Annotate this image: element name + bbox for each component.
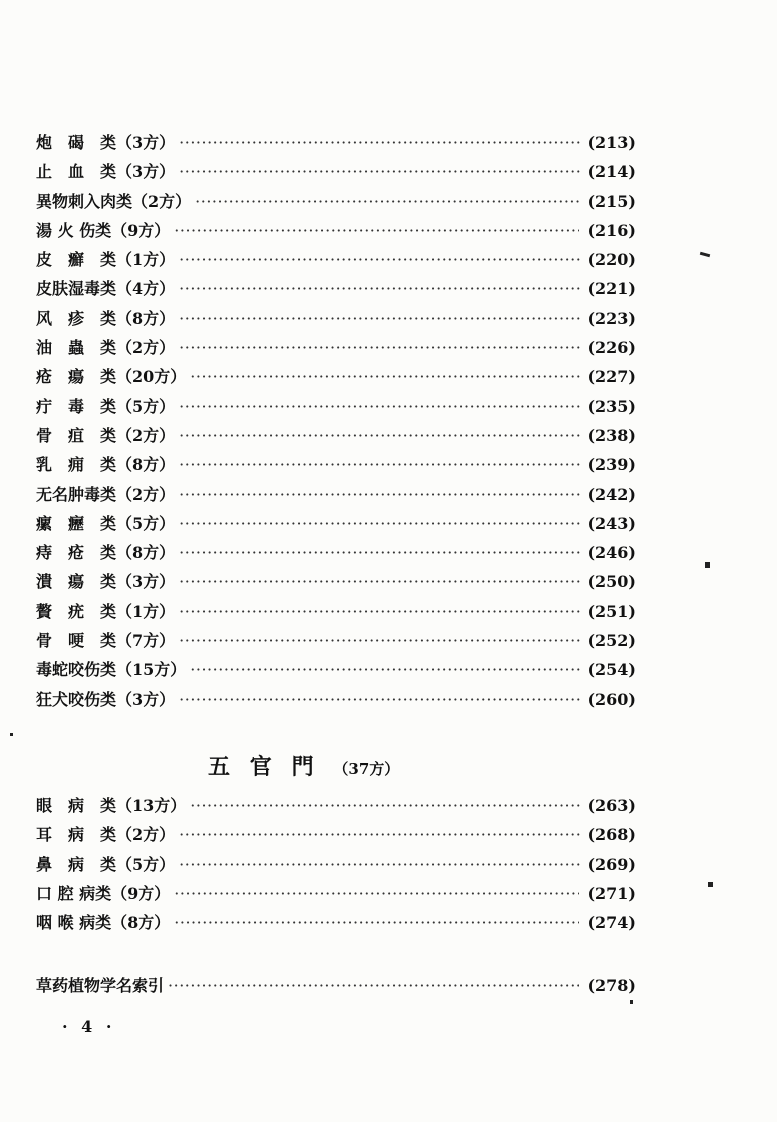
dot-leader [179, 543, 580, 562]
entry-name: 疔 毒 [36, 396, 101, 416]
entry-page: (220) [587, 250, 636, 270]
toc-entry [36, 852, 636, 881]
dot-leader [179, 426, 580, 445]
toc-entry [36, 599, 636, 628]
entry-name: 湯 火 伤 [36, 220, 96, 240]
dot-leader [174, 221, 579, 240]
toc-entry [36, 452, 636, 481]
entry-page: (214) [587, 162, 636, 182]
entry-name: 口 腔 病 [36, 883, 96, 903]
dot-leader [179, 338, 580, 357]
entry-page: (243) [587, 513, 636, 533]
entry-name: 皮 癬 [36, 250, 101, 270]
toc-entry [36, 657, 636, 686]
entry-count: 类（2方） [100, 825, 176, 845]
entry-page: (260) [587, 689, 636, 709]
entry-name: 咽 喉 病 [36, 913, 96, 933]
entry-name: 鼻 病 [36, 854, 101, 874]
entry-page: (242) [587, 484, 636, 504]
entry-name: 耳 病 [36, 825, 101, 845]
entry-page: (246) [587, 543, 636, 563]
entry-name: 異物刺入肉 [36, 191, 117, 211]
dot-leader [190, 367, 581, 386]
entry-page: (227) [587, 367, 636, 387]
entry-count: 类（5方） [100, 854, 176, 874]
dot-leader [190, 796, 581, 815]
entry-count: 类（20方） [100, 367, 187, 387]
section-heading [208, 750, 399, 781]
entry-page: (226) [587, 338, 636, 358]
section-title: 五官門 [208, 754, 334, 780]
dot-leader [179, 855, 580, 874]
entry-count: 类（3方） [100, 133, 176, 152]
toc-index [36, 973, 636, 1002]
entry-page: (278) [587, 976, 636, 995]
entry-name: 皮肤湿毒 [36, 279, 101, 299]
toc-entry [36, 423, 636, 452]
dot-leader [168, 976, 579, 995]
toc-entry [36, 335, 636, 364]
dot-leader [179, 279, 580, 298]
entry-count: 类（8方） [100, 308, 176, 328]
entry-page: (239) [587, 455, 636, 475]
toc-entry [36, 881, 636, 910]
entry-name: 潰 瘍 [36, 572, 101, 592]
entry-count: 类（2方） [100, 484, 176, 504]
toc-entry [36, 364, 636, 393]
toc-entry [36, 306, 636, 335]
toc-entry [36, 247, 636, 276]
scan-speck [705, 562, 710, 568]
entry-name: 草药植物学名索引 [36, 976, 165, 995]
dot-leader [195, 192, 582, 211]
entry-count: 类（3方） [100, 162, 176, 182]
toc-entry [36, 822, 636, 851]
entry-page: (251) [587, 601, 636, 621]
toc-entry [36, 793, 636, 822]
entry-count: 类（1方） [100, 601, 176, 621]
entry-count: 类（9方） [95, 883, 171, 903]
entry-name: 贅 疣 [36, 601, 101, 621]
toc-entry [36, 159, 636, 188]
toc-entry [36, 973, 636, 1002]
entry-name: 止 血 [36, 162, 101, 182]
toc-group-2 [36, 793, 636, 939]
page-number: · 4 · [62, 1017, 116, 1036]
entry-count: 类（9方） [95, 220, 171, 240]
entry-name: 炮 碣 [36, 133, 101, 152]
toc-entry [36, 910, 636, 939]
entry-count: 类（13方） [100, 796, 187, 815]
entry-name: 骨 疽 [36, 425, 101, 445]
scan-speck [700, 252, 710, 257]
toc-entry [36, 628, 636, 657]
entry-name: 毒蛇咬伤 [36, 660, 101, 680]
dot-leader [179, 572, 580, 591]
entry-page: (213) [587, 133, 636, 152]
entry-name: 狂犬咬伤 [36, 689, 101, 709]
toc-entry [36, 687, 636, 716]
entry-page: (268) [587, 825, 636, 845]
entry-name: 风 疹 [36, 308, 101, 328]
entry-count: 类（7方） [100, 631, 176, 651]
entry-page: (221) [587, 279, 636, 299]
entry-page: (238) [587, 425, 636, 445]
entry-count: 类（8方） [95, 913, 171, 933]
dot-leader [190, 660, 581, 679]
entry-name: 眼 病 [36, 796, 101, 815]
entry-page: (216) [587, 220, 636, 240]
toc-entry [36, 482, 636, 511]
dot-leader [179, 397, 580, 416]
entry-count: 类（2方） [100, 425, 176, 445]
entry-count: 类（1方） [100, 250, 176, 270]
dot-leader [179, 309, 580, 328]
entry-count: 类（4方） [100, 279, 176, 299]
entry-page: (271) [587, 883, 636, 903]
entry-name: 油 蟲 [36, 338, 101, 358]
entry-count: 类（2方） [100, 338, 176, 358]
toc-entry [36, 540, 636, 569]
dot-leader [179, 162, 580, 181]
entry-page: (263) [587, 796, 636, 815]
scan-speck [630, 1000, 633, 1004]
toc-entry [36, 511, 636, 540]
dot-leader [179, 631, 580, 650]
dot-leader [179, 690, 580, 709]
toc-entry [36, 394, 636, 423]
entry-page: (235) [587, 396, 636, 416]
entry-name: 无名肿毒 [36, 484, 101, 504]
entry-count: 类（3方） [100, 572, 176, 592]
entry-page: (223) [587, 308, 636, 328]
dot-leader [179, 485, 580, 504]
toc-entry [36, 130, 636, 159]
toc-entry [36, 189, 636, 218]
entry-name: 痔 疮 [36, 543, 101, 563]
entry-name: 疮 瘍 [36, 367, 101, 387]
entry-page: (215) [587, 191, 636, 211]
entry-page: (250) [587, 572, 636, 592]
dot-leader [179, 825, 580, 844]
entry-count: 类（8方） [100, 543, 176, 563]
scan-speck [10, 733, 13, 736]
entry-count: 类（15方） [100, 660, 187, 680]
toc-entry [36, 569, 636, 598]
entry-count: 类（5方） [100, 513, 176, 533]
section-count: （37方） [333, 760, 400, 778]
toc-group-1 [36, 130, 636, 716]
dot-leader [174, 884, 579, 903]
entry-page: (252) [587, 631, 636, 651]
entry-name: 乳 痈 [36, 455, 101, 475]
entry-page: (254) [587, 660, 636, 680]
dot-leader [179, 514, 580, 533]
dot-leader [179, 133, 580, 152]
entry-count: 类（3方） [100, 689, 176, 709]
dot-leader [179, 455, 580, 474]
entry-count: 类（2方） [116, 191, 192, 211]
scan-speck [708, 882, 713, 887]
entry-count: 类（5方） [100, 396, 176, 416]
entry-page: (274) [587, 913, 636, 933]
entry-name: 骨 哽 [36, 631, 101, 651]
entry-name: 瘰 癧 [36, 513, 101, 533]
toc-entry [36, 218, 636, 247]
entry-page: (269) [587, 854, 636, 874]
dot-leader [174, 913, 579, 932]
entry-count: 类（8方） [100, 455, 176, 475]
dot-leader [179, 250, 580, 269]
toc-entry [36, 276, 636, 305]
dot-leader [179, 602, 580, 621]
